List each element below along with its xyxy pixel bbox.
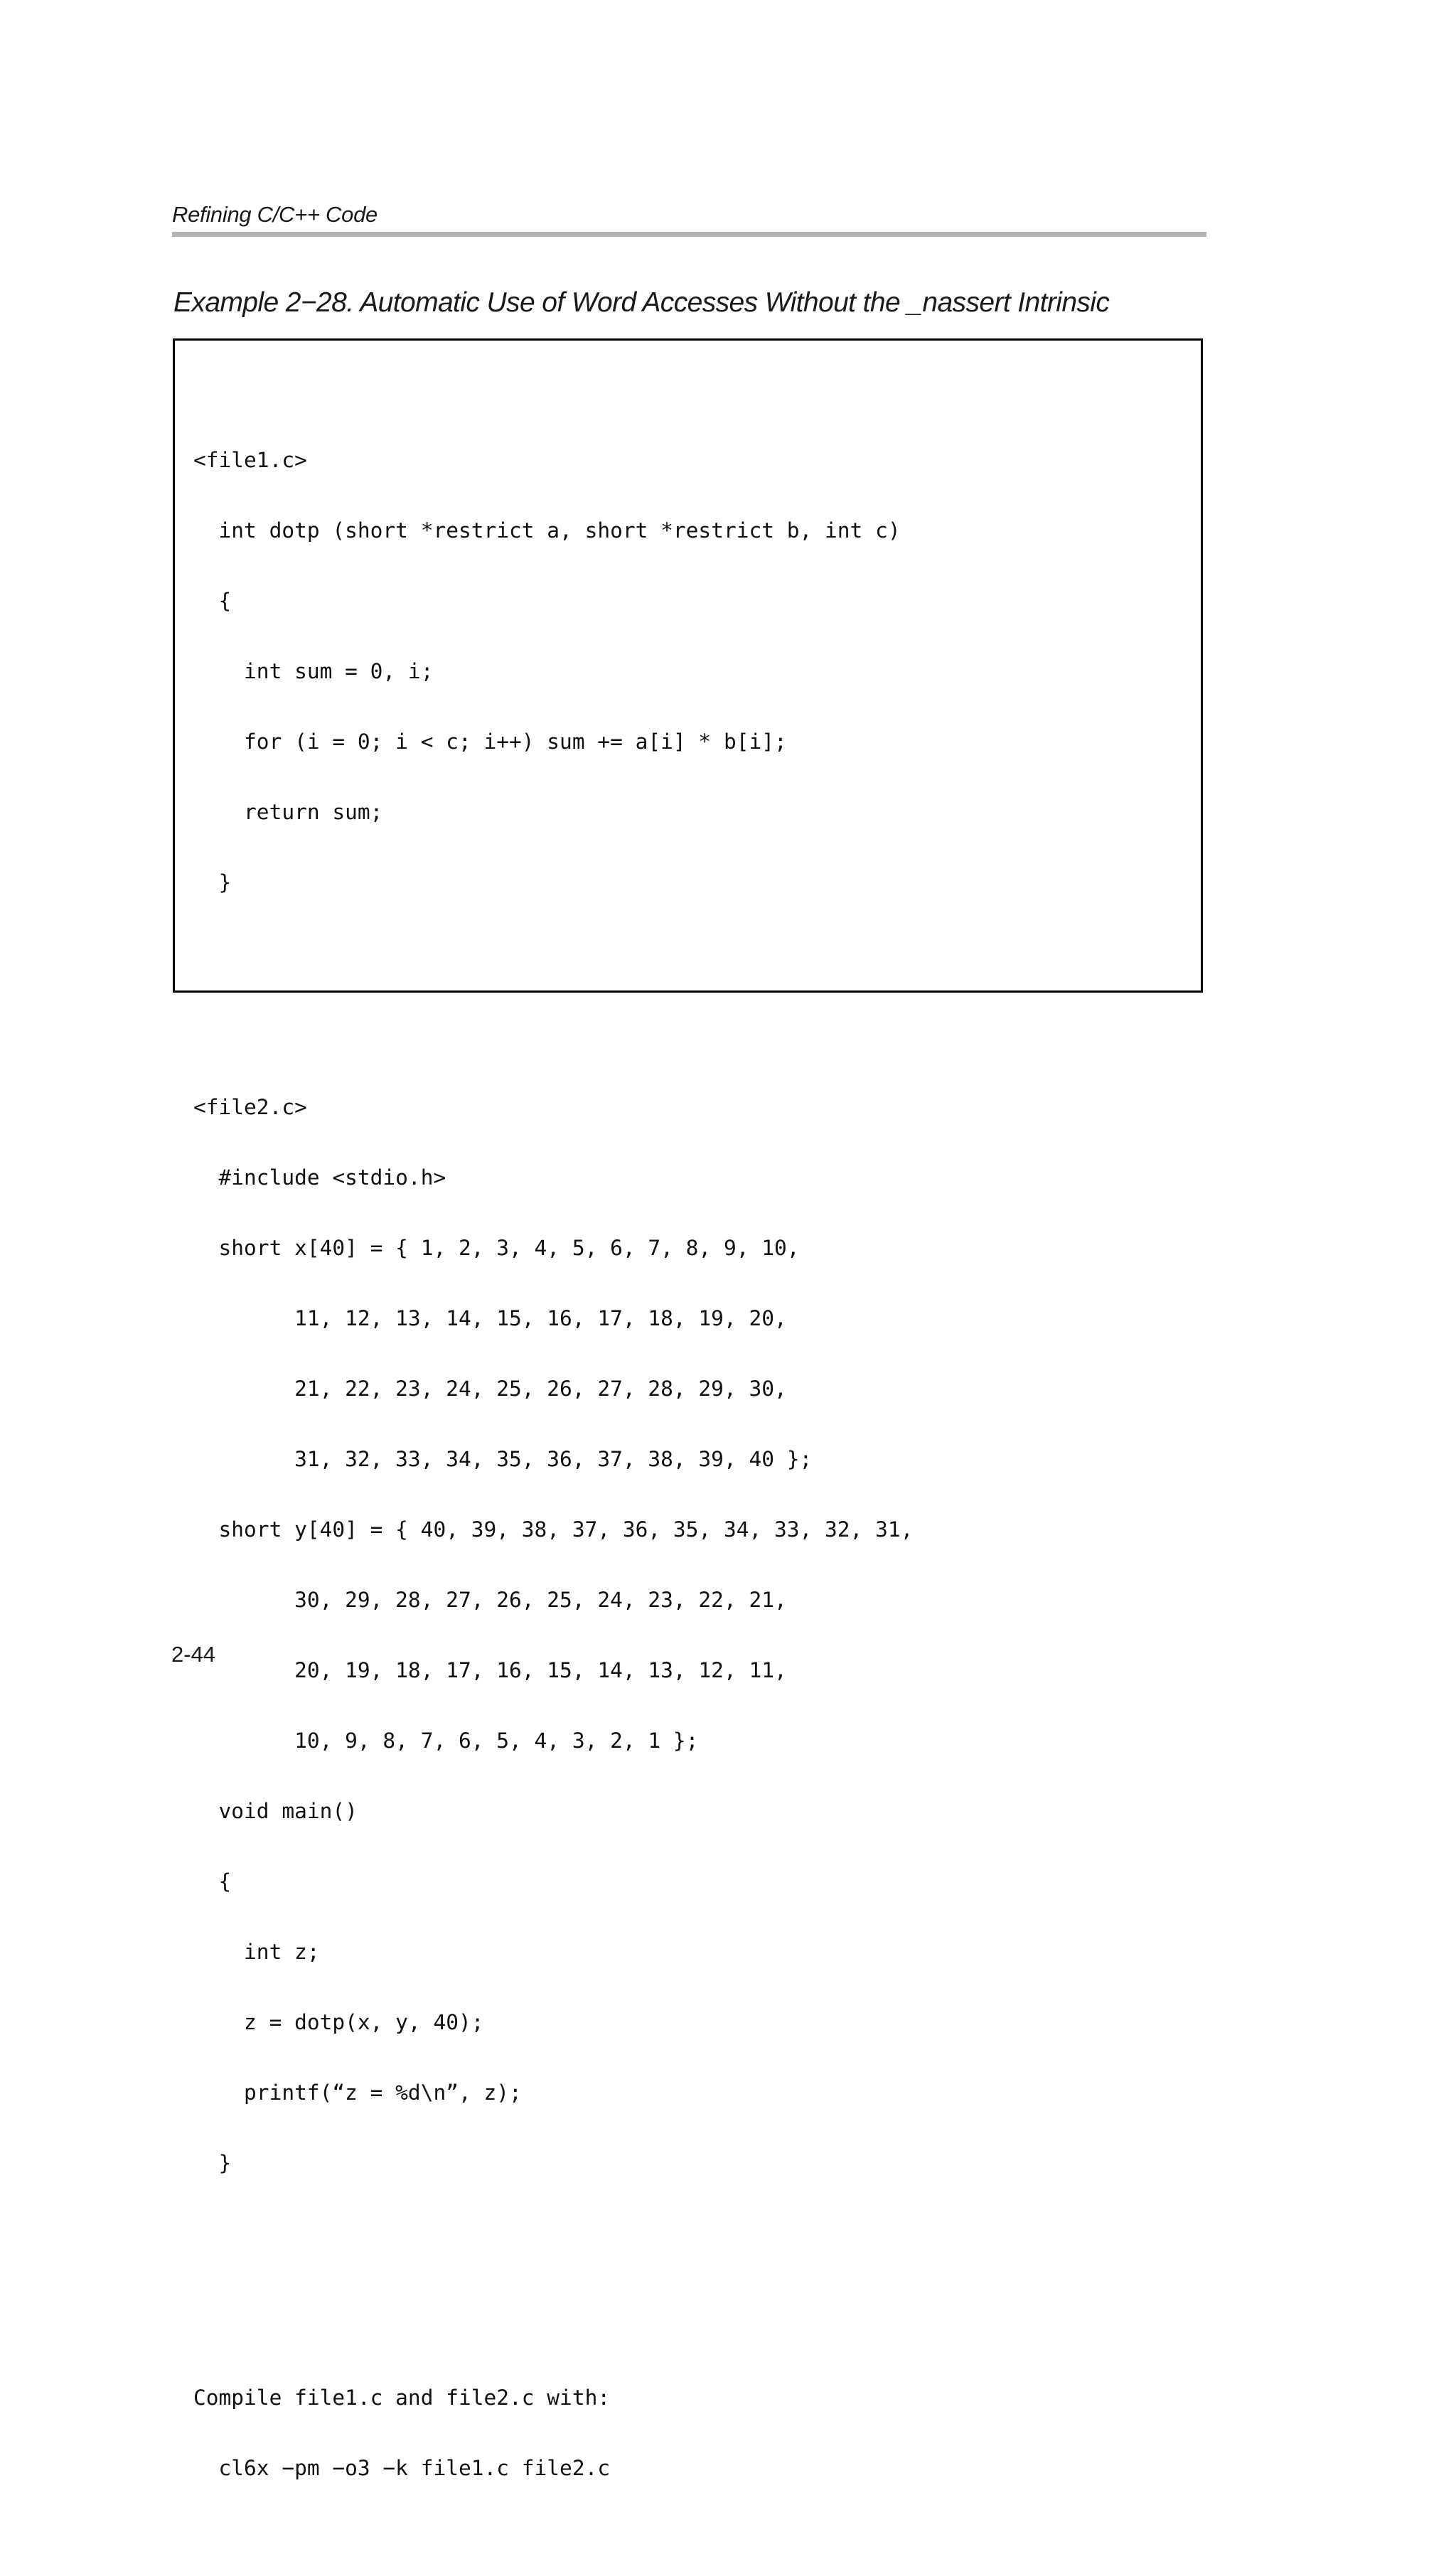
code-line: int sum = 0, i; <box>193 659 434 683</box>
compile-instructions <box>193 2339 913 2527</box>
code-line: printf(“z = %d\n”, z); <box>193 2081 522 2105</box>
code-line: { <box>193 1869 232 1894</box>
code-line: } <box>193 2151 232 2175</box>
code-line: 31, 32, 33, 34, 35, 36, 37, 38, 39, 40 }; <box>193 1447 813 1471</box>
page-number: 2-44 <box>171 1642 216 1667</box>
code-line: short x[40] = { 1, 2, 3, 4, 5, 6, 7, 8, 9, 10, <box>193 1236 800 1260</box>
code-line: short y[40] = { 40, 39, 38, 37, 36, 35, 34, 33, 32, 31, <box>193 1517 914 1542</box>
code-line: Compile file1.c and file2.c with: <box>193 2386 611 2410</box>
code-line: 10, 9, 8, 7, 6, 5, 4, 3, 2, 1 }; <box>193 1729 699 1753</box>
file1-code-block <box>193 402 913 941</box>
running-header: Refining C/C++ Code <box>172 202 378 227</box>
code-line: #include <stdio.h> <box>193 1165 446 1190</box>
code-line: for (i = 0; i < c; i++) sum += a[i] * b[i]; <box>193 730 787 754</box>
code-line: int dotp (short *restrict a, short *restrict b, int c) <box>193 518 901 543</box>
code-line: int z; <box>193 1940 320 1964</box>
file2-code-block <box>193 1049 913 2222</box>
code-line: z = dotp(x, y, 40); <box>193 2010 484 2034</box>
code-line: void main() <box>193 1799 358 1823</box>
code-listing <box>193 355 913 2574</box>
header-rule <box>172 232 1206 237</box>
example-title: Example 2−28. Automatic Use of Word Accesses Without the _nassert Intrinsic <box>173 287 1110 318</box>
code-line: return sum; <box>193 800 383 824</box>
code-line: } <box>193 870 232 895</box>
code-line: <file1.c> <box>193 448 307 472</box>
code-line: 11, 12, 13, 14, 15, 16, 17, 18, 19, 20, <box>193 1306 787 1330</box>
code-line: 30, 29, 28, 27, 26, 25, 24, 23, 22, 21, <box>193 1588 787 1612</box>
code-line: { <box>193 589 232 613</box>
code-line: 20, 19, 18, 17, 16, 15, 14, 13, 12, 11, <box>193 1658 787 1682</box>
code-line: cl6x −pm −o3 −k file1.c file2.c <box>193 2456 611 2480</box>
code-line: 21, 22, 23, 24, 25, 26, 27, 28, 29, 30, <box>193 1377 787 1401</box>
code-line: <file2.c> <box>193 1095 307 1119</box>
